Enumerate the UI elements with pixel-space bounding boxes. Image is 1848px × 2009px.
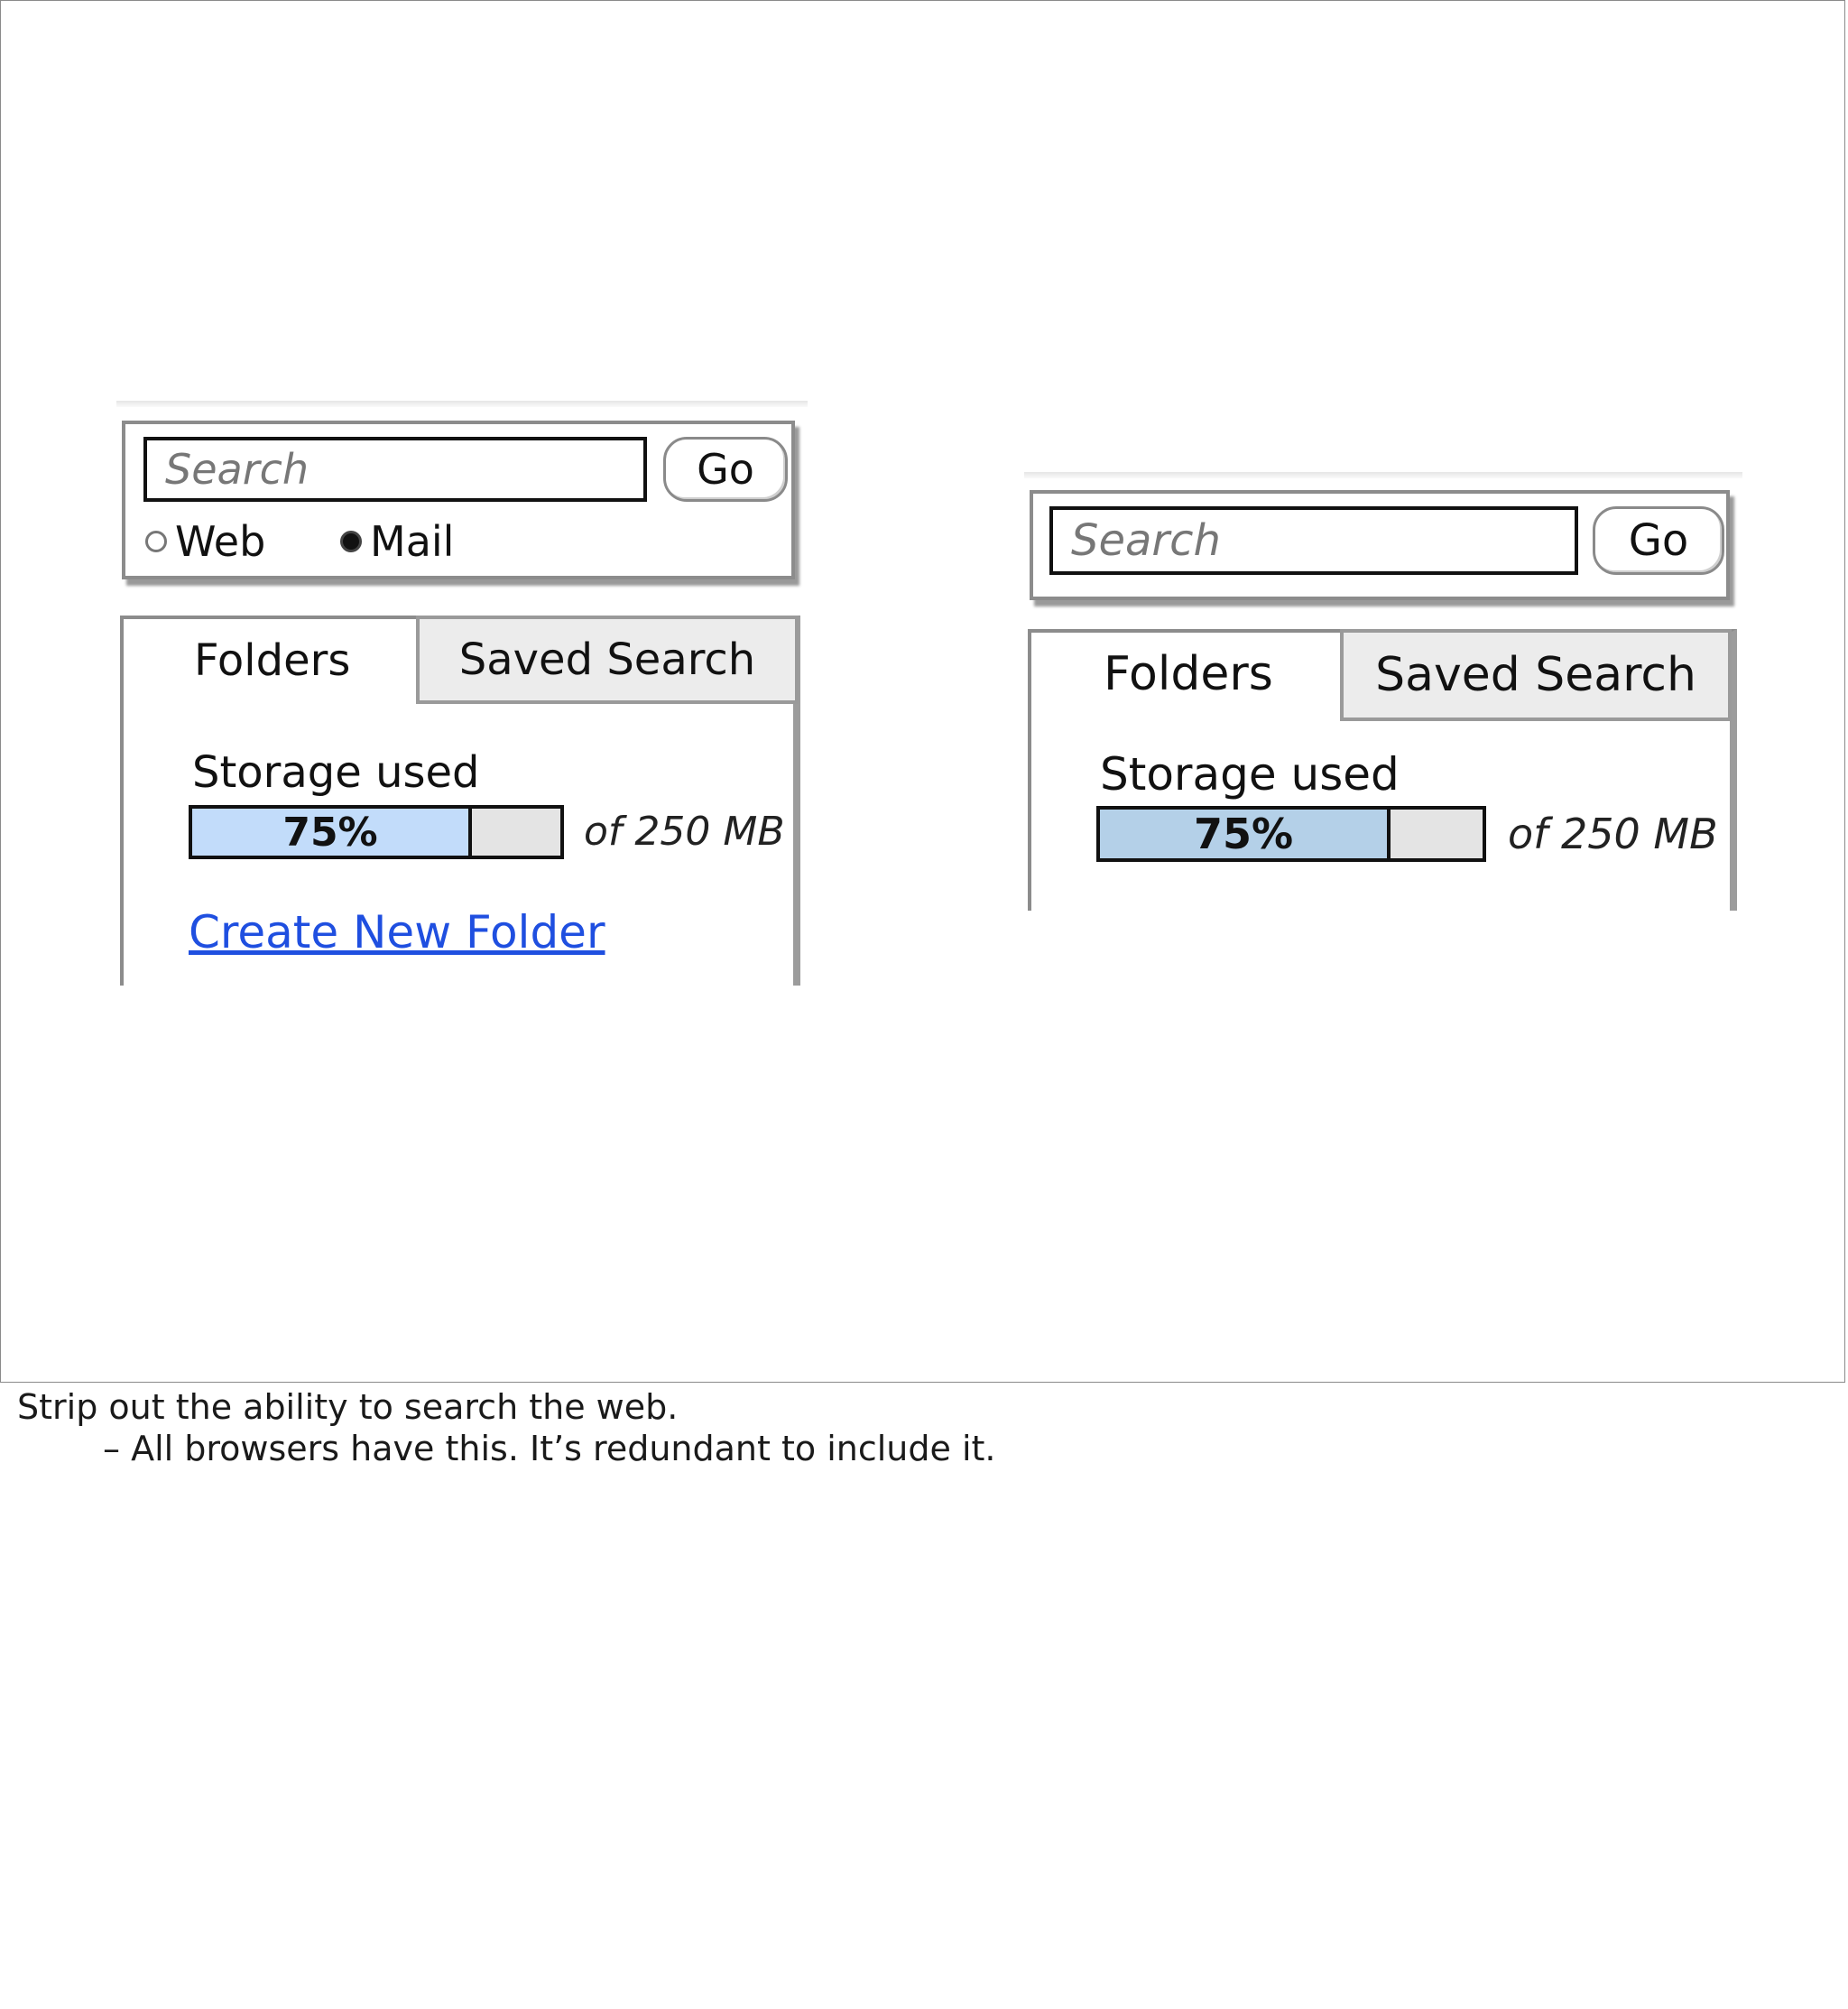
tab-panel [120, 616, 800, 986]
note-line-1: Strip out the ability to search the web. [17, 1387, 679, 1427]
speaker-notes [17, 1386, 1822, 1469]
go-button[interactable]: Go [1593, 506, 1724, 575]
radio-selected-icon[interactable] [340, 531, 362, 552]
storage-label: Storage used [1100, 748, 1400, 801]
search-panel [122, 421, 795, 579]
search-input[interactable]: Search [143, 437, 647, 502]
tab-saved-search[interactable]: Saved Search [416, 616, 799, 704]
mockup-after [1024, 472, 1742, 911]
top-strip [116, 401, 808, 407]
storage-total: of 250 MB [584, 809, 785, 855]
tab-saved-search[interactable]: Saved Search [1340, 629, 1732, 721]
scope-web-label: Web [175, 517, 266, 566]
tab-folders[interactable]: Folders [194, 635, 351, 686]
scope-web-option[interactable] [145, 516, 265, 567]
storage-bar-fill: 75% [1100, 810, 1391, 858]
storage-bar [189, 805, 564, 859]
note-line-2: – All browsers have this. It’s redundant to include it. [103, 1429, 996, 1468]
search-input[interactable]: Search [1049, 506, 1578, 575]
tab-folders[interactable]: Folders [1104, 647, 1273, 701]
storage-label: Storage used [192, 747, 480, 798]
storage-total: of 250 MB [1508, 810, 1718, 858]
radio-unselected-icon[interactable] [145, 531, 167, 552]
scope-mail-label: Mail [370, 517, 455, 566]
storage-bar-fill: 75% [192, 809, 472, 856]
storage-bar [1096, 806, 1486, 862]
tab-panel [1028, 629, 1737, 911]
search-panel [1030, 490, 1730, 600]
mockup-before [116, 401, 808, 986]
go-button[interactable]: Go [663, 437, 788, 502]
create-new-folder-link[interactable]: Create New Folder [189, 906, 605, 958]
scope-mail-option[interactable] [340, 516, 454, 567]
top-strip [1024, 472, 1742, 478]
